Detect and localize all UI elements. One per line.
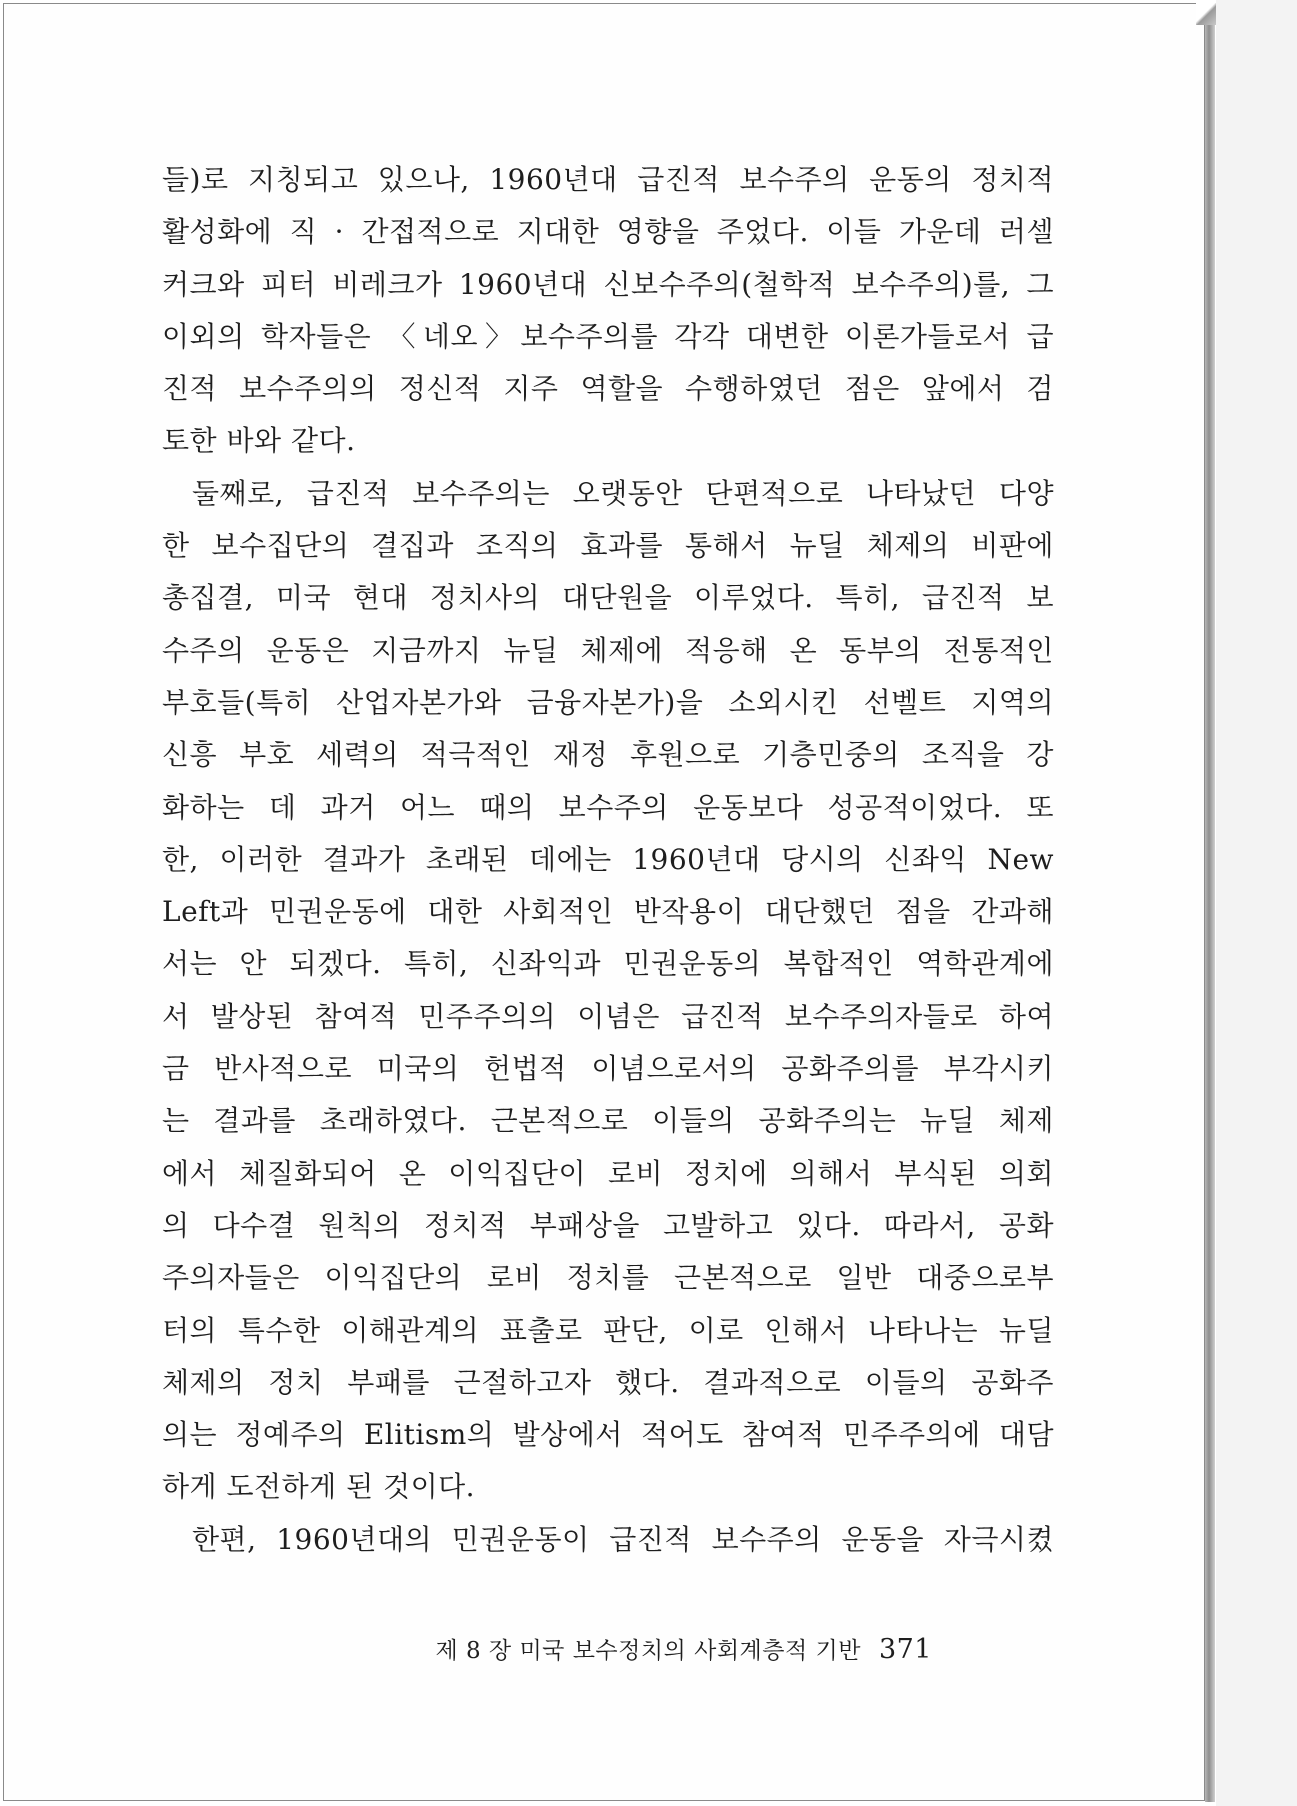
paragraph-start-line: 한편, 1960년대의 민권운동이 급진적 보수주의 운동을 자극시켰 <box>192 1522 1054 1556</box>
text-line: 의 다수결 원칙의 정치적 부패상을 고발하고 있다. 따라서, 공화 <box>162 1208 1054 1242</box>
text-line: 부호들(특히 산업자본가와 금융자본가)을 소외시킨 선벨트 지역의 <box>162 685 1054 719</box>
text-line: 의는 정예주의 Elitism의 발상에서 적어도 참여적 민주주의에 대담 <box>162 1418 1054 1452</box>
text-line: 토한 바와 같다. <box>162 424 356 458</box>
text-line: 서는 안 되겠다. 특히, 신좌익과 민권운동의 복합적인 역학관계에 <box>162 947 1054 981</box>
text-line: 서 발상된 참여적 민주주의의 이념은 급진적 보수주의자들로 하여 <box>162 999 1054 1033</box>
text-line: 신흥 부호 세력의 적극적인 재정 후원으로 기층민중의 조직을 강 <box>162 738 1054 772</box>
text-line: Left과 민권운동에 대한 사회적인 반작용이 대단했던 점을 간과해 <box>162 895 1054 929</box>
page-footer <box>435 1632 932 1665</box>
text-line: 총집결, 미국 현대 정치사의 대단원을 이루었다. 특히, 급진적 보 <box>162 581 1054 615</box>
text-line: 수주의 운동은 지금까지 뉴딜 체제에 적응해 온 동부의 전통적인 <box>162 633 1054 667</box>
text-line: 터의 특수한 이해관계의 표출로 판단, 이로 인해서 나타나는 뉴딜 <box>162 1313 1054 1347</box>
text-line: 화하는 데 과거 어느 때의 보수주의 운동보다 성공적이었다. 또 <box>162 790 1054 824</box>
text-line: 에서 체질화되어 온 이익집단이 로비 정치에 의해서 부식된 의회 <box>162 1156 1054 1190</box>
text-line: 활성화에 직 · 간접적으로 지대한 영향을 주었다. 이들 가운데 러셀 <box>162 215 1054 249</box>
viewer-background <box>1216 0 1297 1806</box>
text-line: 진적 보수주의의 정신적 지주 역할을 수행하였던 점은 앞에서 검 <box>162 372 1054 406</box>
page-number: 371 <box>878 1634 932 1665</box>
text-line: 들)로 지칭되고 있으나, 1960년대 급진적 보수주의 운동의 정치적 <box>162 163 1054 196</box>
text-line: 커크와 피터 비레크가 1960년대 신보수주의(철학적 보수주의)를, 그 <box>162 267 1054 301</box>
text-line: 한 보수집단의 결집과 조직의 효과를 통해서 뉴딜 체제의 비판에 <box>162 529 1054 563</box>
page-curl-corner <box>1196 3 1216 25</box>
text-line: 금 반사적으로 미국의 헌법적 이념으로서의 공화주의를 부각시키 <box>162 1052 1054 1086</box>
page-edge-shadow <box>1205 6 1215 1802</box>
running-title: 제 8 장 미국 보수정치의 사회계층적 기반 <box>435 1638 861 1664</box>
paragraph-start-line: 둘째로, 급진적 보수주의는 오랫동안 단편적으로 나타났던 다양 <box>192 476 1054 510</box>
text-line: 하게 도전하게 된 것이다. <box>162 1470 476 1504</box>
body-text <box>162 154 1054 1566</box>
book-page <box>3 3 1205 1801</box>
text-line: 한, 이러한 결과가 초래된 데에는 1960년대 당시의 신좌익 New <box>162 842 1054 876</box>
text-line: 이외의 학자들은 〈네오〉보수주의를 각각 대변한 이론가들로서 급 <box>162 319 1054 353</box>
text-line: 주의자들은 이익집단의 로비 정치를 근본적으로 일반 대중으로부 <box>162 1261 1054 1295</box>
text-line: 는 결과를 초래하였다. 근본적으로 이들의 공화주의는 뉴딜 체제 <box>162 1104 1054 1138</box>
text-line: 체제의 정치 부패를 근절하고자 했다. 결과적으로 이들의 공화주 <box>162 1365 1054 1399</box>
